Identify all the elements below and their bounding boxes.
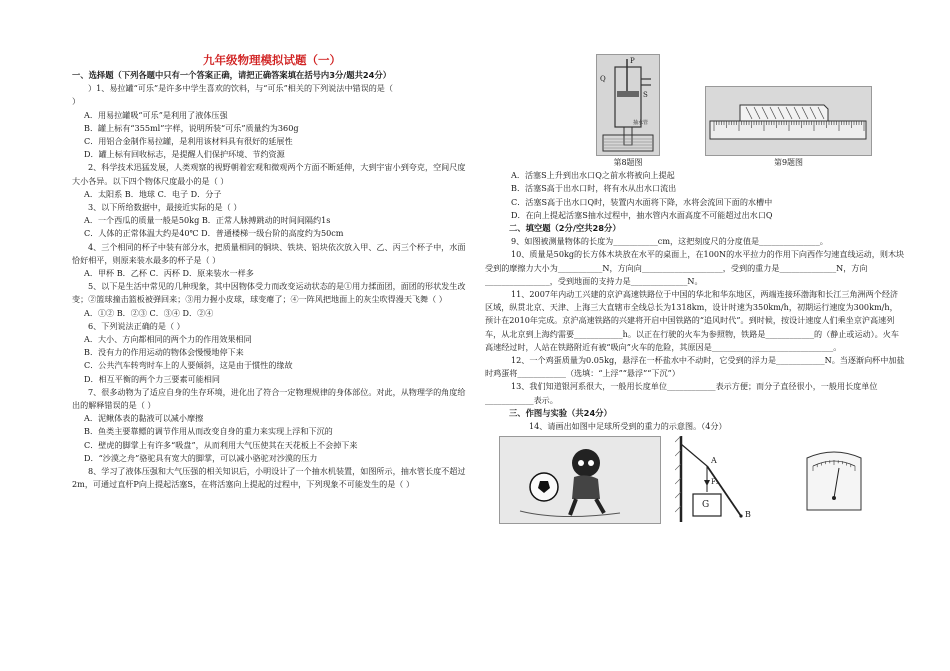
q13-blank-small-unit[interactable]: ____________ bbox=[485, 394, 534, 405]
q9-blank-division[interactable]: _______________ bbox=[759, 236, 820, 247]
q1-stem-end: ） bbox=[72, 96, 81, 107]
fig8-label-q: Q bbox=[600, 75, 606, 83]
fig8-label-p: P bbox=[630, 57, 635, 65]
q11-blank-motion[interactable]: ____________ bbox=[765, 328, 814, 339]
pump-diagram-image bbox=[596, 54, 660, 156]
q8-stem: 8、学习了液体压强和大气压强的相关知识后，小明设计了一个抽水机装置，如图所示，抽水管长度不超过2m，可通过直杆P向上提起活塞S，在将活塞向上提起的过程中，下列现象不可能发生的是（ ） bbox=[72, 466, 466, 490]
q5-options: A．①② B．②③ C．③④ D．②④ bbox=[84, 307, 214, 318]
q11-text: 11、2007年内动工兴建的京沪高速铁路位于中国的华北和华东地区，两端连接环渤海和长江三角洲两个经济区域，纵贯北京、天津、上海三大直辖市全线总长为1318km，设计时速为350km/h，初期运行速度为300km/h，预计在2010年完成。京沪高速铁路的兴建将开启中国铁路的“追风时代”。到时候，按设计速度人们乘坐京沪高速列车，从北京到上海约需要____________h。以正在行驶的火车为参照物，铁路是____________的（静止或运动）。火车高速经过时，人站在铁路附近有被“吸向”火车的危险，其原因是______________________________。 bbox=[485, 289, 899, 352]
fig8-caption: 第8题图 bbox=[613, 158, 643, 167]
q4-options: A．甲杯 B．乙杯 C．丙杯 D．原来装水一样多 bbox=[84, 268, 254, 279]
q8-option-c: C．活塞S高于出水口Q时，装置内水面将下降，水将会流回下面的水槽中 bbox=[511, 196, 773, 207]
section2-heading: 二、填空题（2分/空共28分） bbox=[509, 223, 621, 234]
q11-blank-reason[interactable]: ______________________________ bbox=[711, 341, 834, 352]
q2-stem: 2、科学技术迅猛发展，人类观察的视野朝着宏观和微观两个方面不断延伸，大到宇宙小到夸克，空间尺度大小各异。以下四个物体尺度最小的是（ ） bbox=[72, 162, 466, 186]
q7-stem: 7、很多动物为了适应自身的生存环境，进化出了符合一定物理规律的身体部位。对此，从物理学的角度给出的解释错误的是（ ） bbox=[72, 386, 466, 411]
right-column bbox=[485, 52, 905, 526]
q1-option-a: A．用易拉罐吸“可乐”是利用了液体压强 bbox=[84, 109, 228, 120]
fig9-caption: 第9题图 bbox=[773, 158, 804, 167]
q10-blank-friction[interactable]: ___________ bbox=[557, 262, 603, 273]
lever-figure bbox=[675, 436, 757, 524]
page-title: 九年级物理模拟试题（一） bbox=[203, 53, 341, 67]
q1-option-d: D．罐上标有回收标志，是提醒人们保护环境、节约资源 bbox=[84, 149, 285, 160]
q10-blank-direction[interactable]: ____________________ bbox=[641, 262, 723, 273]
q4-stem: 4、三个相同的杯子中装有部分水，把质量相同的铜块、铁块、铝块依次放入甲、乙、丙三个杯子中，水面恰好相平，则原来装水最多的杯子是（ ） bbox=[72, 241, 466, 265]
q2-options: A．太阳系 B．地球 C．电子 D．分子 bbox=[84, 188, 222, 199]
q10-blank-gravity-direction[interactable]: ________________ bbox=[485, 275, 550, 286]
q10-text: 10、质量是50kg的长方体木块放在水平的桌面上，在100N的水平拉力的作用下向西作匀速直线运动，则木块受到的摩擦力大小为___________N，方向向____________________，受到的重力是______________N，方向________________，受到地面的支持力是______________N。 bbox=[485, 249, 905, 286]
q1-stem: ）1、易拉罐“可乐”是许多中学生喜欢的饮料，与“可乐”相关的下列说法中错误的是（ bbox=[88, 83, 393, 94]
q1-option-c: C．用铝合金制作易拉罐，是利用该材料具有很好的延展性 bbox=[84, 136, 293, 147]
q14-text: 14、请画出如图中足球所受到的重力的示意图。（4分） bbox=[529, 421, 727, 432]
q6-option-c: C．公共汽车转弯时车上的人要倾斜，这是由于惯性的缘故 bbox=[84, 360, 293, 371]
q13-text: 13、我们知道银河系很大，一般用长度单位____________表示方便；而分子直径很小，一般用长度单位____________表示。 bbox=[485, 381, 878, 405]
q6-option-d: D．相互平衡的两个力三要素可能相同 bbox=[84, 373, 220, 384]
q8-option-a: A．活塞S上升到出水口Q之前水将被向上提起 bbox=[511, 170, 675, 181]
ruler-diagram-image bbox=[705, 86, 872, 156]
q7-option-d: D．“沙漠之舟”骆驼具有宽大的脚掌，可以减小骆驼对沙漠的压力 bbox=[84, 452, 318, 463]
q6-option-b: B．没有力的作用运动的物体会慢慢地停下来 bbox=[84, 347, 244, 358]
q3-option-cd: C．人体的正常体温大约是40℃ D．普通楼梯一级台阶的高度约为50cm bbox=[84, 228, 344, 239]
q12-blank-state[interactable]: ____________ bbox=[517, 368, 566, 379]
figure-9 bbox=[701, 86, 876, 169]
q9-blank-length[interactable]: ___________ bbox=[613, 236, 658, 247]
section1-heading: 一、选择题（下列各题中只有一个答案正确，请把正确答案填在括号内3分/题共24分） bbox=[72, 70, 392, 80]
q13-blank-large-unit[interactable]: ____________ bbox=[667, 381, 716, 392]
q3-option-ab: A．一个西瓜的质量一般是50kg B．正常人脉搏跳动的时间间隔约1s bbox=[84, 215, 331, 226]
section3-heading: 三、作图与实验（共24分） bbox=[509, 407, 612, 418]
q7-option-a: A．泥鳅体表的黏液可以减小摩擦 bbox=[84, 413, 204, 424]
q8-option-b: B．活塞S高于出水口时，将有水从出水口流出 bbox=[511, 183, 677, 194]
lever-label-a: A bbox=[711, 456, 717, 466]
q5-stem: 5、以下是生活中常见的几种现象，其中因物体受力而改变运动状态的是①用力揉面团，面团的形状发生改变；②篮球撞击篮板被弹回来；③用力握小皮球，球变瘪了；④一阵风把地面上的灰尘吹得漫天飞舞（ ） bbox=[72, 281, 466, 305]
left-column bbox=[72, 52, 472, 492]
q3-stem: 3、以下所给数据中，最接近实际的是（ ） bbox=[88, 202, 242, 213]
football-figure bbox=[499, 436, 661, 524]
q6-stem: 6、下列说法正确的是（ ） bbox=[88, 320, 185, 331]
figure-8 bbox=[573, 54, 683, 169]
q9-text: 9、如图被测量物体的长度为___________cm，这把刻度尺的分度值是_______________。 bbox=[511, 236, 828, 247]
q8-option-d: D．在向上提起活塞S抽水过程中，抽水管内水面高度不可能超过出水口Q bbox=[511, 209, 773, 220]
q10-blank-gravity[interactable]: ______________ bbox=[779, 262, 837, 273]
q7-option-c: C．壁虎的脚掌上有许多“吸盘”，从而利用大气压使其在天花板上不会掉下来 bbox=[84, 439, 358, 450]
lever-label-g: G bbox=[702, 500, 710, 511]
q12-blank-buoyancy[interactable]: ____________ bbox=[776, 355, 825, 366]
fig8-label-s: S bbox=[643, 91, 648, 99]
q12-text: 12、一个鸡蛋质量为0.05kg，悬浮在一杯盐水中不动时，它受到的浮力是____________N。当逐渐向杯中加盐时鸡蛋将____________（选填：“上浮”“悬浮”“下沉”） bbox=[485, 355, 905, 379]
q6-option-a: A．大小、方向都相同的两个力的作用效果相同 bbox=[84, 334, 252, 345]
q7-option-b: B．鱼类主要靠鳔的调节作用从而改变自身的重力来实现上浮和下沉的 bbox=[84, 426, 333, 437]
q10-blank-support[interactable]: ______________ bbox=[630, 275, 688, 286]
q1-option-b: B．罐上标有“355ml”字样，说明所装“可乐”质量约为360g bbox=[84, 122, 299, 133]
q11-blank-time[interactable]: ____________ bbox=[574, 328, 623, 339]
meter-figure bbox=[803, 444, 865, 514]
lever-label-f: F₂ bbox=[711, 478, 719, 487]
lever-label-b: B bbox=[745, 510, 751, 520]
fig8-label-pipe: 抽水管 bbox=[633, 120, 649, 126]
